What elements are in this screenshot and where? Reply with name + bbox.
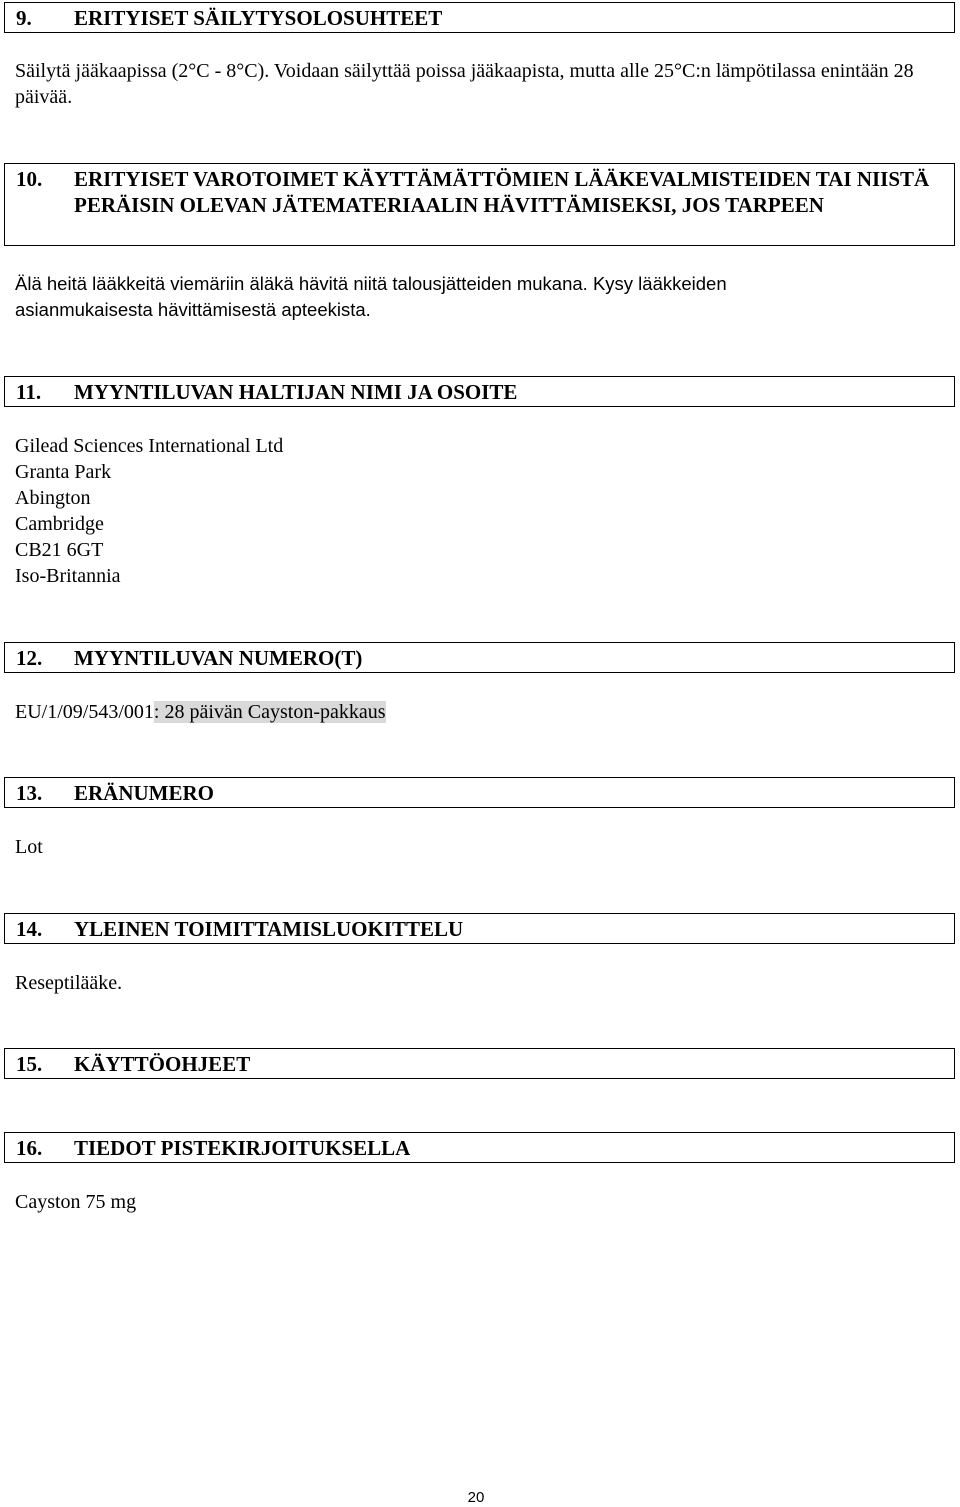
braille-text: Cayston 75 mg: [15, 1191, 137, 1213]
section-12-header: [4, 642, 955, 673]
address-line: Iso-Britannia: [15, 565, 121, 587]
section-title: MYYNTILUVAN HALTIJAN NIMI JA OSOITE: [74, 380, 518, 404]
section-title: ERITYISET VAROTOIMET KÄYTTÄMÄTTÖMIEN LÄÄKEVALMISTEIDEN TAI NIISTÄ PERÄISIN OLEVAN JÄTEMATERIAALIN HÄVITTÄMISEKSI, JOS TARPEEN: [74, 167, 930, 217]
section-title: MYYNTILUVAN NUMERO(T): [74, 646, 363, 670]
section-14-header: [4, 913, 955, 944]
section-number: 14.: [16, 917, 43, 941]
page-number: 20: [467, 1489, 485, 1506]
pack-description: : 28 päivän Cayston-pakkaus: [153, 701, 386, 723]
section-number: 15.: [16, 1052, 43, 1076]
section-number: 16.: [16, 1136, 43, 1160]
section-number: 10.: [16, 167, 43, 191]
address-line: Abington: [15, 487, 91, 509]
section-number: 12.: [16, 646, 43, 670]
classification-text: Reseptilääke.: [15, 972, 123, 994]
disposal-text: Älä heitä lääkkeitä viemäriin äläkä hävitä niitä talousjätteiden mukana. Kysy lääkkeiden asianmukaisesta hävittämisestä apteekista.: [15, 273, 727, 320]
section-title: TIEDOT PISTEKIRJOITUKSELLA: [74, 1136, 411, 1160]
address-line: Gilead Sciences International Ltd: [15, 435, 284, 457]
authorisation-code: EU/1/09/543/001: [15, 701, 154, 723]
section-title: ERÄNUMERO: [74, 781, 214, 805]
section-title: ERITYISET SÄILYTYSOLOSUHTEET: [74, 6, 443, 30]
section-number: 11.: [16, 380, 42, 404]
section-number: 13.: [16, 781, 43, 805]
batch-number-text: Lot: [15, 836, 43, 858]
address-line: Cambridge: [15, 513, 104, 535]
section-10-header: [4, 163, 955, 246]
storage-conditions-text: Säilytä jääkaapissa (2°C - 8°C). Voidaan säilyttää poissa jääkaapista, mutta alle 25°C:n lämpötilassa enintään 28 päivää.: [15, 60, 914, 108]
section-number: 9.: [16, 6, 32, 30]
section-11-header: [4, 376, 955, 407]
section-13-header: [4, 777, 955, 808]
authorisation-number-line: [15, 699, 386, 725]
section-title: KÄYTTÖOHJEET: [74, 1052, 251, 1076]
section-title: YLEINEN TOIMITTAMISLUOKITTELU: [74, 917, 464, 941]
section-9-header: [4, 2, 955, 33]
section-16-header: [4, 1132, 955, 1163]
marketing-authorisation-holder-address: [15, 433, 283, 589]
address-line: CB21 6GT: [15, 539, 104, 561]
section-15-header: [4, 1048, 955, 1079]
address-line: Granta Park: [15, 461, 112, 483]
